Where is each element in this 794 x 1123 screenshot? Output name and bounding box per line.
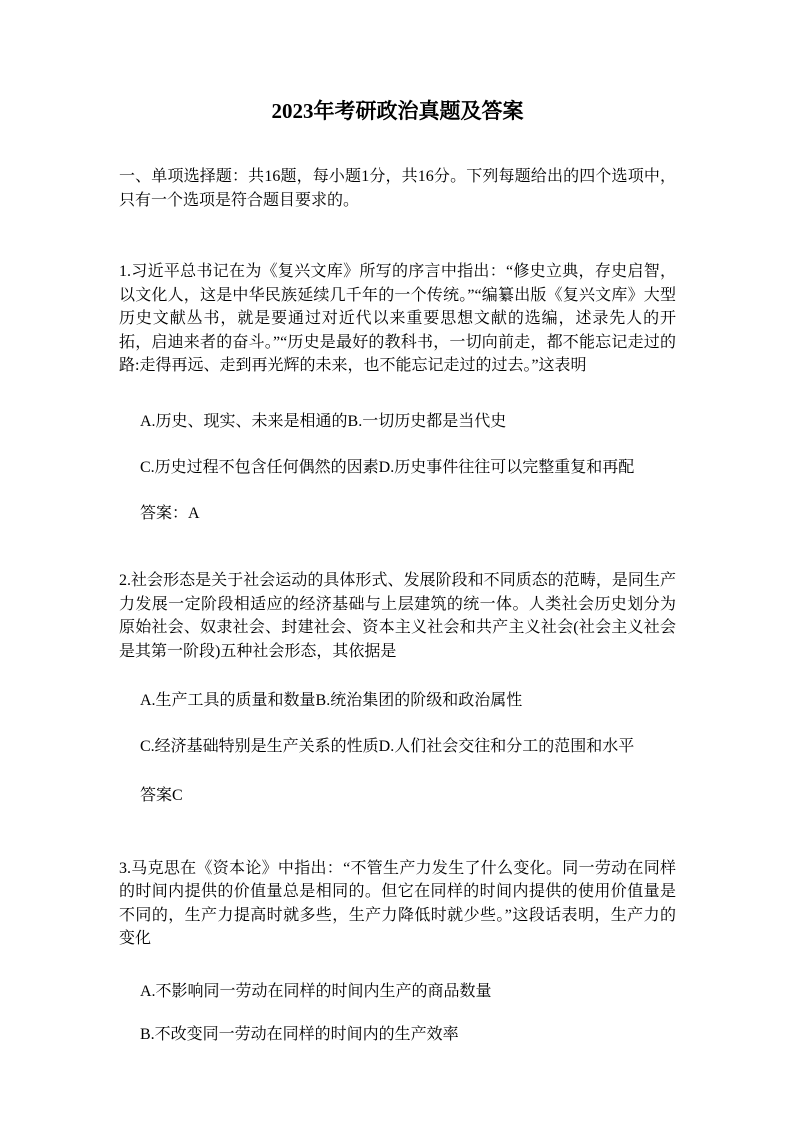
question-2-option-line-ab: A.生产工具的质量和数量B.统治集团的阶级和政治属性 — [140, 692, 523, 709]
section-header: 一、单项选择题：共16题，每小题1分，共16分。下列每题给出的四个选项中，只有一个选项是符合题目要求的。 — [119, 168, 676, 209]
question-1-option-line-ab: A.历史、现实、未来是相通的B.一切历史都是当代史 — [140, 412, 507, 430]
question-1-text: 1.习近平总书记在为《复兴文库》所写的序言中指出：“修史立典，存史启智，以文化人，这是中华民族延续几千年的一个传统。”“编纂出版《复兴文库》大型历史文献丛书，就是要通过对近代以来重要思想文献的选编，述录先人的开拓，启迪来者的奋斗。”“历史是最好的教科书，一切向前走，都不能忘记走过的路:走得再远、走到再光辉的未来，也不能忘记走过的过去。”这表明 — [119, 263, 676, 374]
question-2-text: 2.社会形态是关于社会运动的具体形式、发展阶段和不同质态的范畴，是同生产力发展一定阶段相适应的经济基础与上层建筑的统一体。人类社会历史划分为原始社会、奴隶社会、封建社会、资本主义社会和共产主义社会(社会主义社会是其第一阶段)五种社会形态，其依据是 — [119, 572, 676, 660]
question-3 — [119, 857, 676, 1047]
question-3-option-line-a: A.不影响同一劳动在同样的时间内生产的商品数量 — [140, 982, 492, 1000]
question-3-text: 3.马克思在《资本论》中指出：“不管生产力发生了什么变化。同一劳动在同样的时间内提供的价值量总是相同的。但它在同样的时间内提供的使用价值量是不同的，生产力提高时就多些，生产力降低时就少些。”这段话表明，生产力的变化 — [119, 859, 676, 947]
question-2-option-line-cd: C.经济基础特别是生产关系的性质D.人们社会交往和分工的范围和水平 — [140, 737, 635, 755]
document-title: 2023年考研政治真题及答案 — [271, 99, 524, 123]
question-1-answer-line: 答案：A — [140, 504, 200, 522]
question-1 — [119, 260, 676, 525]
question-3-option-line-b: B.不改变同一劳动在同样的时间内的生产效率 — [140, 1026, 459, 1043]
question-2 — [119, 569, 676, 808]
question-2-answer-line: 答案C — [140, 787, 183, 804]
question-1-option-line-cd: C.历史过程不包含任何偶然的因素D.历史事件往往可以完整重复和再配 — [140, 459, 635, 476]
